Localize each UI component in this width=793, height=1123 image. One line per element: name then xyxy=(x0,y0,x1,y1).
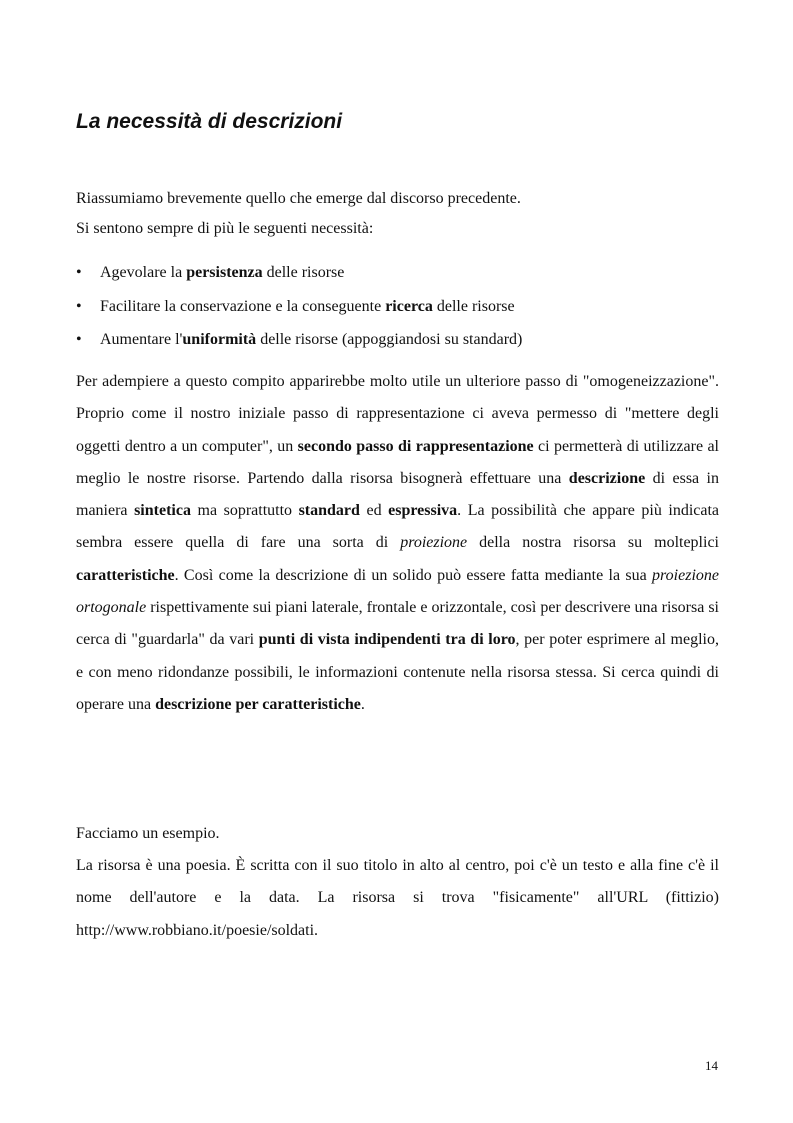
section-heading: La necessità di descrizioni xyxy=(76,110,343,133)
list-item: • Facilitare la conservazione e la conseguente ricerca delle risorse xyxy=(76,293,719,327)
bold-term: espressiva xyxy=(388,502,458,520)
bullet-icon: • xyxy=(76,331,82,348)
bold-term: secondo passo di rappresentazione xyxy=(297,437,534,455)
needs-list xyxy=(76,259,719,360)
bold-term: persistenza xyxy=(186,264,263,281)
example-paragraph: La risorsa è una poesia. È scritta con il suo titolo in alto al centro, poi c'è un testo e alla fine c'è il nome dell'autore e la data. La risorsa si trova "fisicamente" all'URL (fittizio) http://www.robbiano.it/poesie/soldati. xyxy=(76,857,719,939)
italic-term: proiezione ortogonale xyxy=(76,566,719,617)
bold-term: caratteristiche xyxy=(76,566,175,584)
bold-term: standard xyxy=(298,502,360,520)
italic-term: proiezione xyxy=(400,534,468,552)
bullet-icon: • xyxy=(76,264,82,281)
bold-term: ricerca xyxy=(385,297,433,315)
bold-term: punti di vista indipendenti tra di loro xyxy=(258,631,516,649)
bold-term: descrizione xyxy=(568,469,646,487)
main-paragraph: Per adempiere a questo compito apparirebbe molto utile un ulteriore passo di "omogeneizzazione". Proprio come il nostro iniziale passo di rappresentazione ci aveva permesso di "mettere degli oggetti dentro a un computer", un secondo passo di rappresentazione ci permetterà di utilizzare al meglio le nostre risorse. Partendo dalla risorsa bisognerà effettuare una descrizione di essa in maniera sintetica ma soprattutto standard ed espressiva. La possibilità che appare più indicata sembra essere quella di fare una sorta di proiezione della nostra risorsa su molteplici caratteristiche. Così come la descrizione di un solido può essere fatta mediante la sua proiezione ortogonale rispettivamente sui piani laterale, frontale e orizzontale, così per descrivere una risorsa si cerca di "guardarla" da vari punti di vista indipendenti tra di loro, per poter esprimere al meglio, e con meno ridondanze possibili, le informazioni contenute nella risorsa stessa. Si cerca quindi di operare una descrizione per caratteristiche. xyxy=(76,373,720,713)
bold-term: uniformità xyxy=(182,331,257,348)
intro-line: Si sentono sempre di più le seguenti necessità: xyxy=(76,220,374,237)
list-item: • Aumentare l'uniformità delle risorse (appoggiandosi su standard) xyxy=(76,326,719,360)
example-intro: Facciamo un esempio. xyxy=(76,825,220,842)
list-item: • Agevolare la persistenza delle risorse xyxy=(76,259,719,293)
intro-line: Riassumiamo brevemente quello che emerge dal discorso precedente. xyxy=(76,190,521,207)
page-number: 14 xyxy=(705,1058,718,1073)
bold-term: descrizione per caratteristiche xyxy=(155,695,361,713)
bold-term: sintetica xyxy=(134,502,191,520)
bullet-icon: • xyxy=(76,297,82,315)
example-section xyxy=(76,818,719,947)
intro-text xyxy=(76,184,719,244)
